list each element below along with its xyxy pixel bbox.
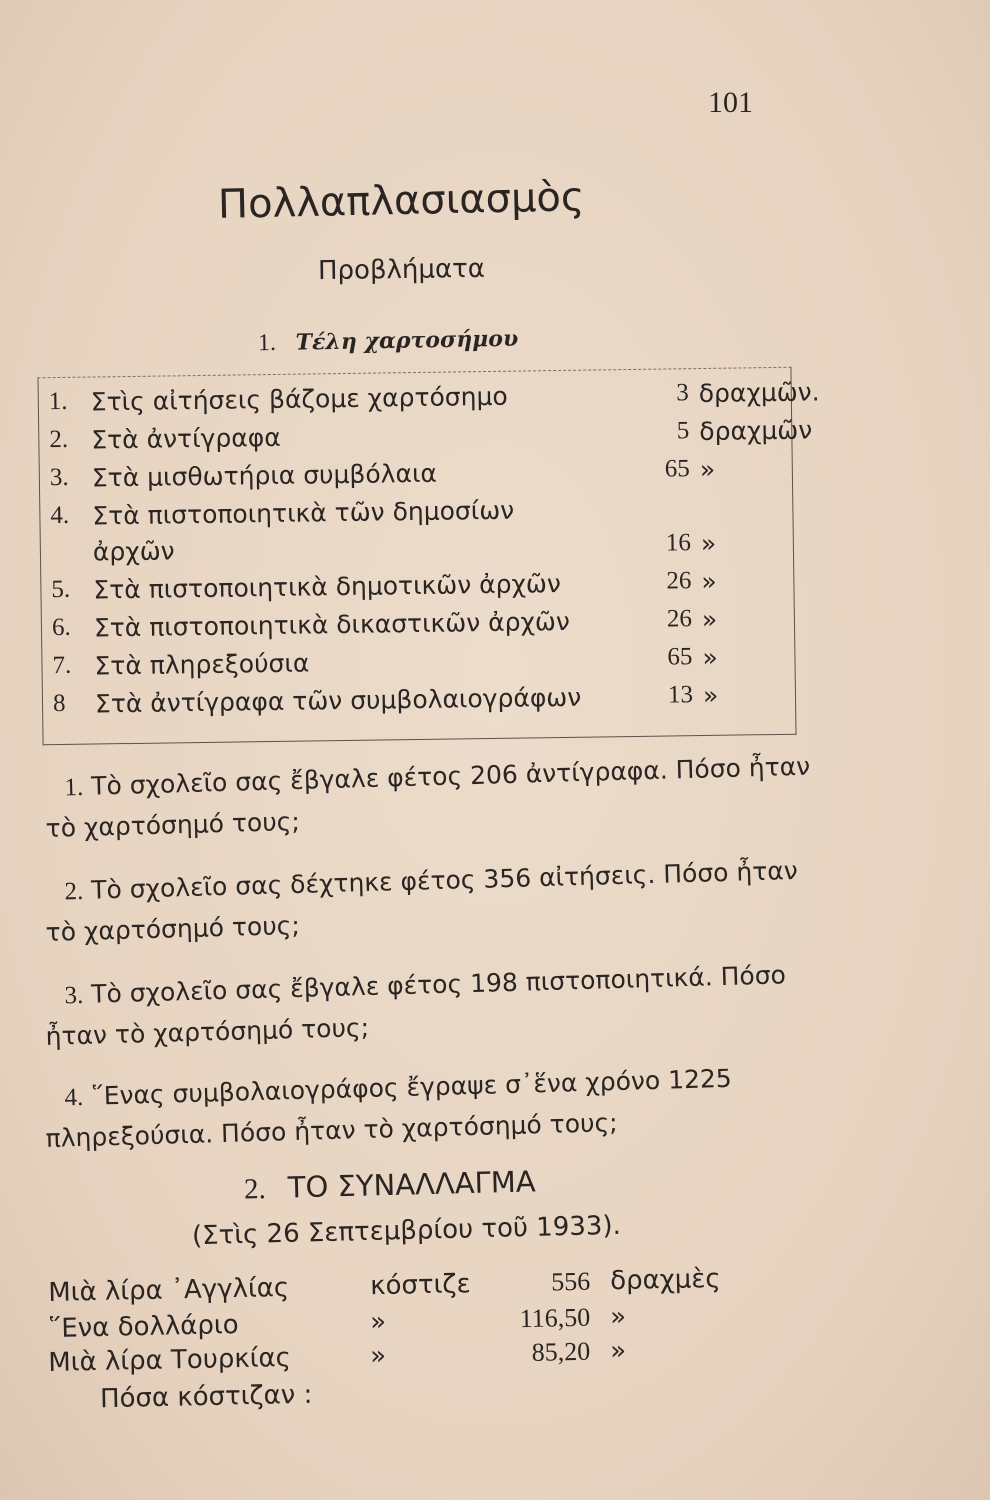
rate-unit: » — [701, 566, 717, 597]
rate-label: Στὰ μισθωτήρια συμβόλαια — [91, 458, 438, 493]
rate-amount — [610, 493, 690, 494]
rate-label: Στὰ πληρεξούσια — [94, 648, 310, 681]
problem-text: Τὸ σχολεῖο σας ἔβγαλε φέτος 206 ἀντίγραφα. Πόσο ἦταν τὸ χαρτόσημό τους; — [45, 751, 811, 843]
rate-label: Στὰ πιστοποιητικὰ τῶν δημοσίων — [92, 495, 515, 531]
currency-verb: » — [369, 1306, 387, 1338]
problem-2 — [44, 851, 816, 953]
rate-label: Στὰ ἀντίγραφα — [91, 422, 281, 455]
currency-price: 556 — [550, 1266, 591, 1297]
section1-heading — [258, 324, 519, 358]
problem-4 — [44, 1057, 816, 1159]
rate-label: ἀρχῶν — [92, 536, 175, 567]
rate-amount: 16 — [665, 529, 692, 557]
problem-1 — [44, 747, 816, 849]
stamp-duty-rates-box — [37, 367, 820, 745]
currency-price: 116,50 — [519, 1302, 591, 1334]
currency-price: 85,20 — [531, 1336, 591, 1367]
rate-unit: » — [701, 604, 718, 635]
rate-label: Στὰ πιστοποιητικὰ δικαστικῶν ἀρχῶν — [93, 606, 571, 643]
rate-number: 5. — [51, 575, 71, 604]
problem-number: 2. — [64, 877, 84, 906]
currency-unit: » — [609, 1301, 627, 1333]
rate-amount: 13 — [667, 681, 694, 709]
section2-title: ΤΟ ΣΥΝΑΛΛΑΓΜΑ — [287, 1164, 536, 1205]
rate-amount: 26 — [666, 567, 692, 595]
currency-unit: » — [609, 1335, 627, 1367]
rate-number: 7. — [52, 651, 72, 680]
section2-number: 2. — [243, 1173, 267, 1206]
problem-3 — [44, 955, 816, 1057]
section2-heading — [244, 1164, 536, 1206]
rate-amount: 65 — [667, 643, 693, 671]
rate-row — [53, 680, 793, 726]
problem-text: Τὸ σχολεῖο σας δέχτηκε φέτος 356 αἰτήσεις. Πόσο ἦταν τὸ χαρτόσημό τους; — [45, 855, 799, 947]
problem-number: 1. — [64, 773, 84, 802]
page-title: Πολλαπλασιασμὸς — [217, 174, 585, 228]
currency-name: ῞Ενα δολλάριο — [48, 1310, 239, 1344]
rate-amount: 5 — [676, 417, 690, 445]
rate-number: 2. — [49, 425, 69, 454]
rate-unit: » — [702, 642, 718, 673]
problem-number: 3. — [64, 981, 84, 1010]
exchange-question: Πόσα κόστιζαν : — [99, 1379, 313, 1415]
rate-amount: 26 — [666, 605, 693, 633]
rate-number: 6. — [51, 613, 71, 642]
rate-number: 1. — [48, 387, 68, 416]
rate-unit: » — [699, 454, 716, 485]
section1-number: 1. — [257, 329, 277, 357]
currency-verb: κόστιζε — [369, 1269, 471, 1302]
rate-unit: » — [700, 528, 717, 559]
rate-label: Στὶς αἰτήσεις βάζομε χαρτόσημο — [90, 381, 508, 417]
rate-label: Στὰ ἀντίγραφα τῶν συμβολαιογράφων — [94, 682, 582, 719]
page-subtitle: Προβλήματα — [317, 253, 486, 287]
currency-unit: δραχμὲς — [609, 1263, 721, 1297]
section2-date: (Στὶς 26 Σεπτεμβρίου τοῦ 1933). — [191, 1210, 622, 1252]
problem-text: Τὸ σχολεῖο σας ἔβγαλε φέτος 198 πιστοποιητικά. Πόσο ἦταν τὸ χαρτόσημό τους; — [45, 960, 787, 1051]
rate-number: 3. — [49, 463, 69, 492]
rate-amount: 3 — [676, 379, 689, 407]
currency-name: Μιὰ λίρα ᾽Αγγλίας — [48, 1272, 290, 1308]
problem-text: ῞Ενας συμβολαιογράφος ἔγραψε σ᾽ἕνα χρόνο 1225 πληρεξούσια. Πόσο ἦταν τὸ χαρτόσημό τους; — [45, 1063, 733, 1153]
section1-title: Τέλη χαρτοσήμου — [295, 325, 519, 356]
rate-unit: δραχμῶν. — [698, 377, 820, 409]
currency-verb: » — [369, 1340, 387, 1372]
currency-name: Μιὰ λίρα Τουρκίας — [48, 1342, 292, 1378]
rate-number: 4. — [50, 501, 70, 530]
problem-number: 4. — [64, 1083, 84, 1112]
rate-unit: δραχμῶν — [699, 415, 813, 447]
page-number: 101 — [708, 86, 753, 119]
rate-number: 8 — [52, 689, 66, 718]
rate-amount: 65 — [664, 455, 690, 483]
rate-unit: » — [702, 680, 719, 711]
rate-label: Στὰ πιστοποιητικὰ δημοτικῶν ἀρχῶν — [93, 568, 562, 605]
